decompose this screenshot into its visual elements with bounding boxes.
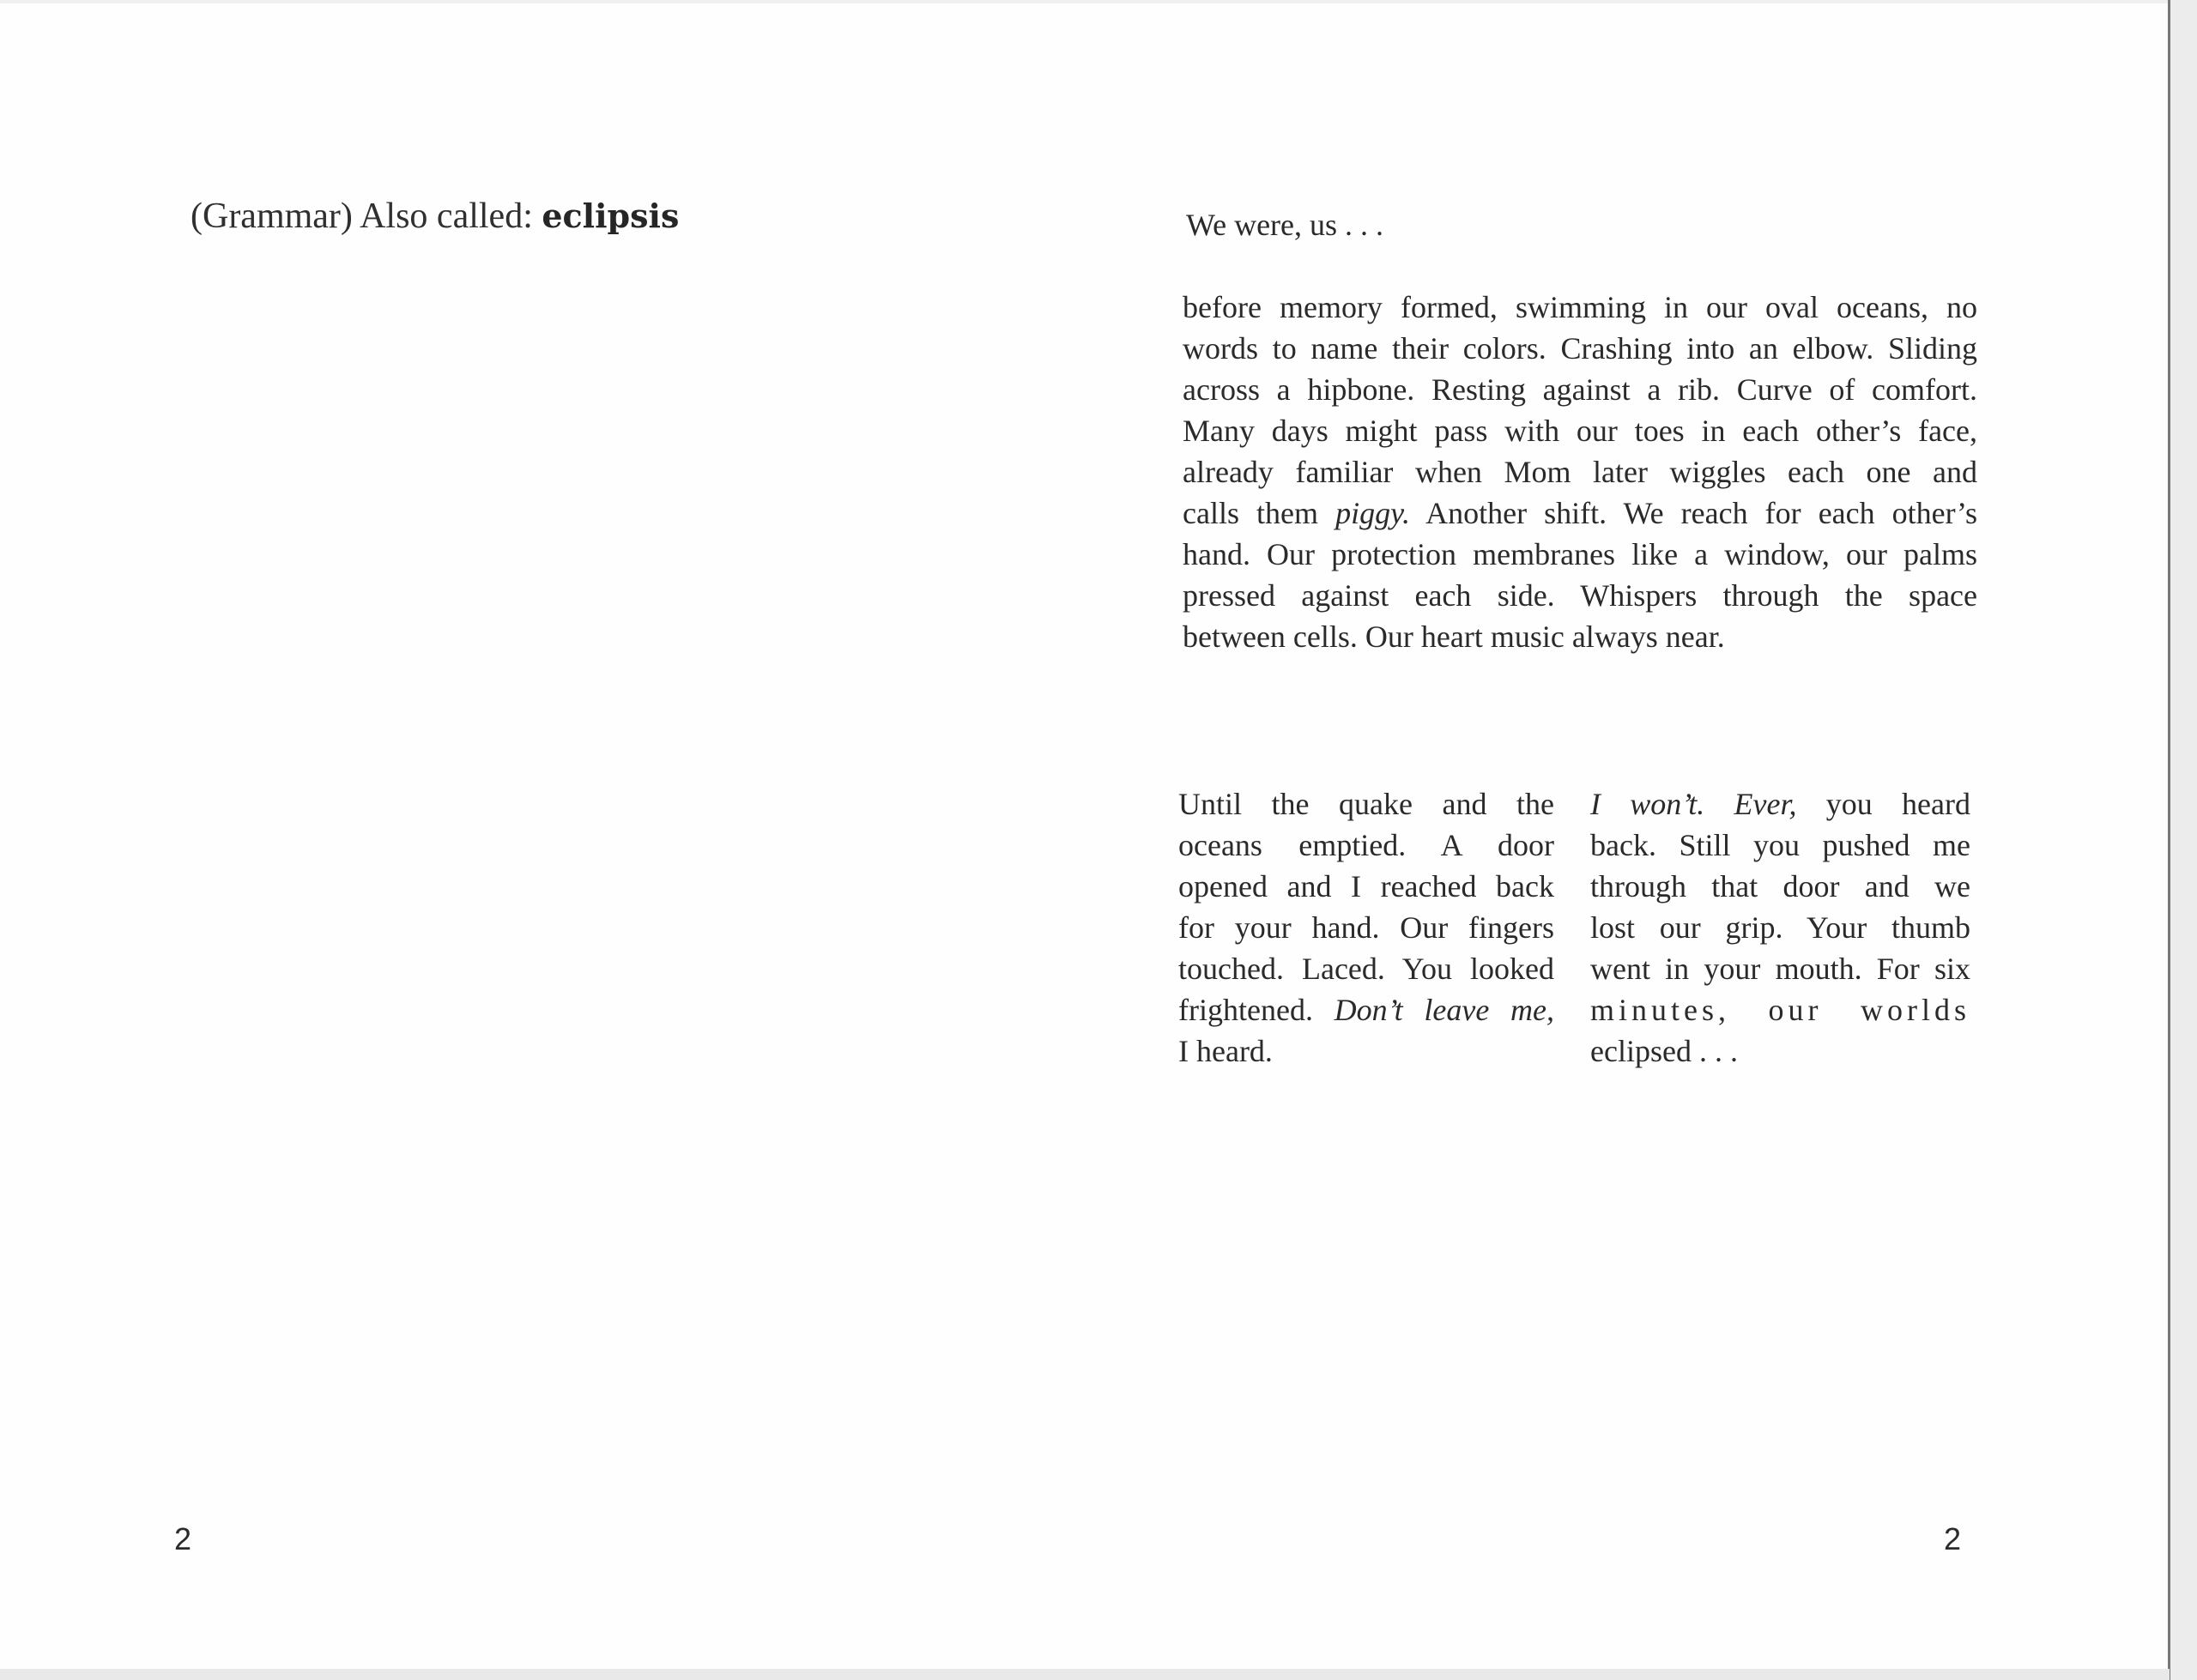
paragraph-line [1183,534,1977,575]
text-segment: lost our grip. Your thumb [1590,910,1970,945]
scan-bottom-shadow [0,1669,2170,1680]
text-segment: back. Still you pushed me [1590,828,1970,862]
column-line [1178,948,1554,989]
text-segment: words to name their colors. Crashing into an elbow. Sliding [1183,331,1977,366]
column-line [1178,989,1554,1030]
text-segment: went in your mouth. For six [1590,952,1970,986]
heading-term: eclipsis [542,196,680,235]
left-page-number: 2 [174,1521,192,1556]
right-page-number: 2 [1944,1521,1962,1556]
column-line [1590,948,1970,989]
text-segment: oceans emptied. A door [1178,828,1554,862]
column-line [1590,1030,1970,1072]
text-segment: opened and I reached back [1178,869,1554,903]
text-column-right [1590,783,1970,1072]
text-segment: across a hipbone. Resting against a rib. Curve of comfort. [1183,372,1977,407]
text-segment: frightened. [1178,993,1335,1027]
text-column-left [1178,783,1554,1072]
page-edge [2170,0,2197,1680]
definition-heading [191,194,679,239]
text-segment: Many days might pass with our toes in each other’s face, [1183,414,1977,448]
column-line [1590,907,1970,948]
text-segment: Until the quake and the [1178,787,1554,821]
column-line [1178,1030,1554,1072]
column-line [1178,783,1554,825]
paragraph-line [1183,369,1977,410]
column-line [1590,989,1970,1030]
text-segment: for your hand. Our fingers [1178,910,1554,945]
scan-top-shadow [0,0,2170,3]
text-segment: eclipsed . . . [1590,1034,1738,1068]
text-segment: pressed against each side. Whispers through the space [1183,578,1977,613]
column-line [1178,866,1554,907]
page-edge-line [2168,0,2170,1680]
italic-text: I won’t. Ever, [1590,787,1797,821]
text-segment: minutes, our worlds [1590,993,1970,1027]
column-line [1178,825,1554,866]
main-paragraph [1183,287,1977,657]
text-segment: touched. Laced. You looked [1178,952,1554,986]
column-line [1590,866,1970,907]
text-segment: already familiar when Mom later wiggles each one and [1183,455,1977,489]
heading-prefix: (Grammar) Also called: [191,196,542,236]
paragraph-line [1183,328,1977,369]
paragraph-line [1183,410,1977,451]
column-line [1590,783,1970,825]
paragraph-line [1183,616,1977,657]
paragraph-line [1183,575,1977,616]
text-segment: calls them [1183,496,1336,530]
text-segment: before memory formed, swimming in our oval oceans, no [1183,290,1977,324]
text-segment: Another shift. We reach for each other’s [1410,496,1977,530]
text-segment: I heard. [1178,1034,1273,1068]
text-segment: hand. Our protection membranes like a window, our palms [1183,537,1977,571]
italic-text: piggy. [1335,496,1411,530]
paragraph-line [1183,287,1977,328]
intro-line: We were, us . . . [1186,208,1384,242]
column-line [1178,907,1554,948]
paragraph-line [1183,493,1977,534]
text-segment: between cells. Our heart music always near. [1183,619,1725,654]
text-segment: you heard [1796,787,1970,821]
paragraph-line [1183,451,1977,493]
column-line [1590,825,1970,866]
italic-text: Don’t leave me, [1334,993,1554,1027]
text-segment: through that door and we [1590,869,1970,903]
